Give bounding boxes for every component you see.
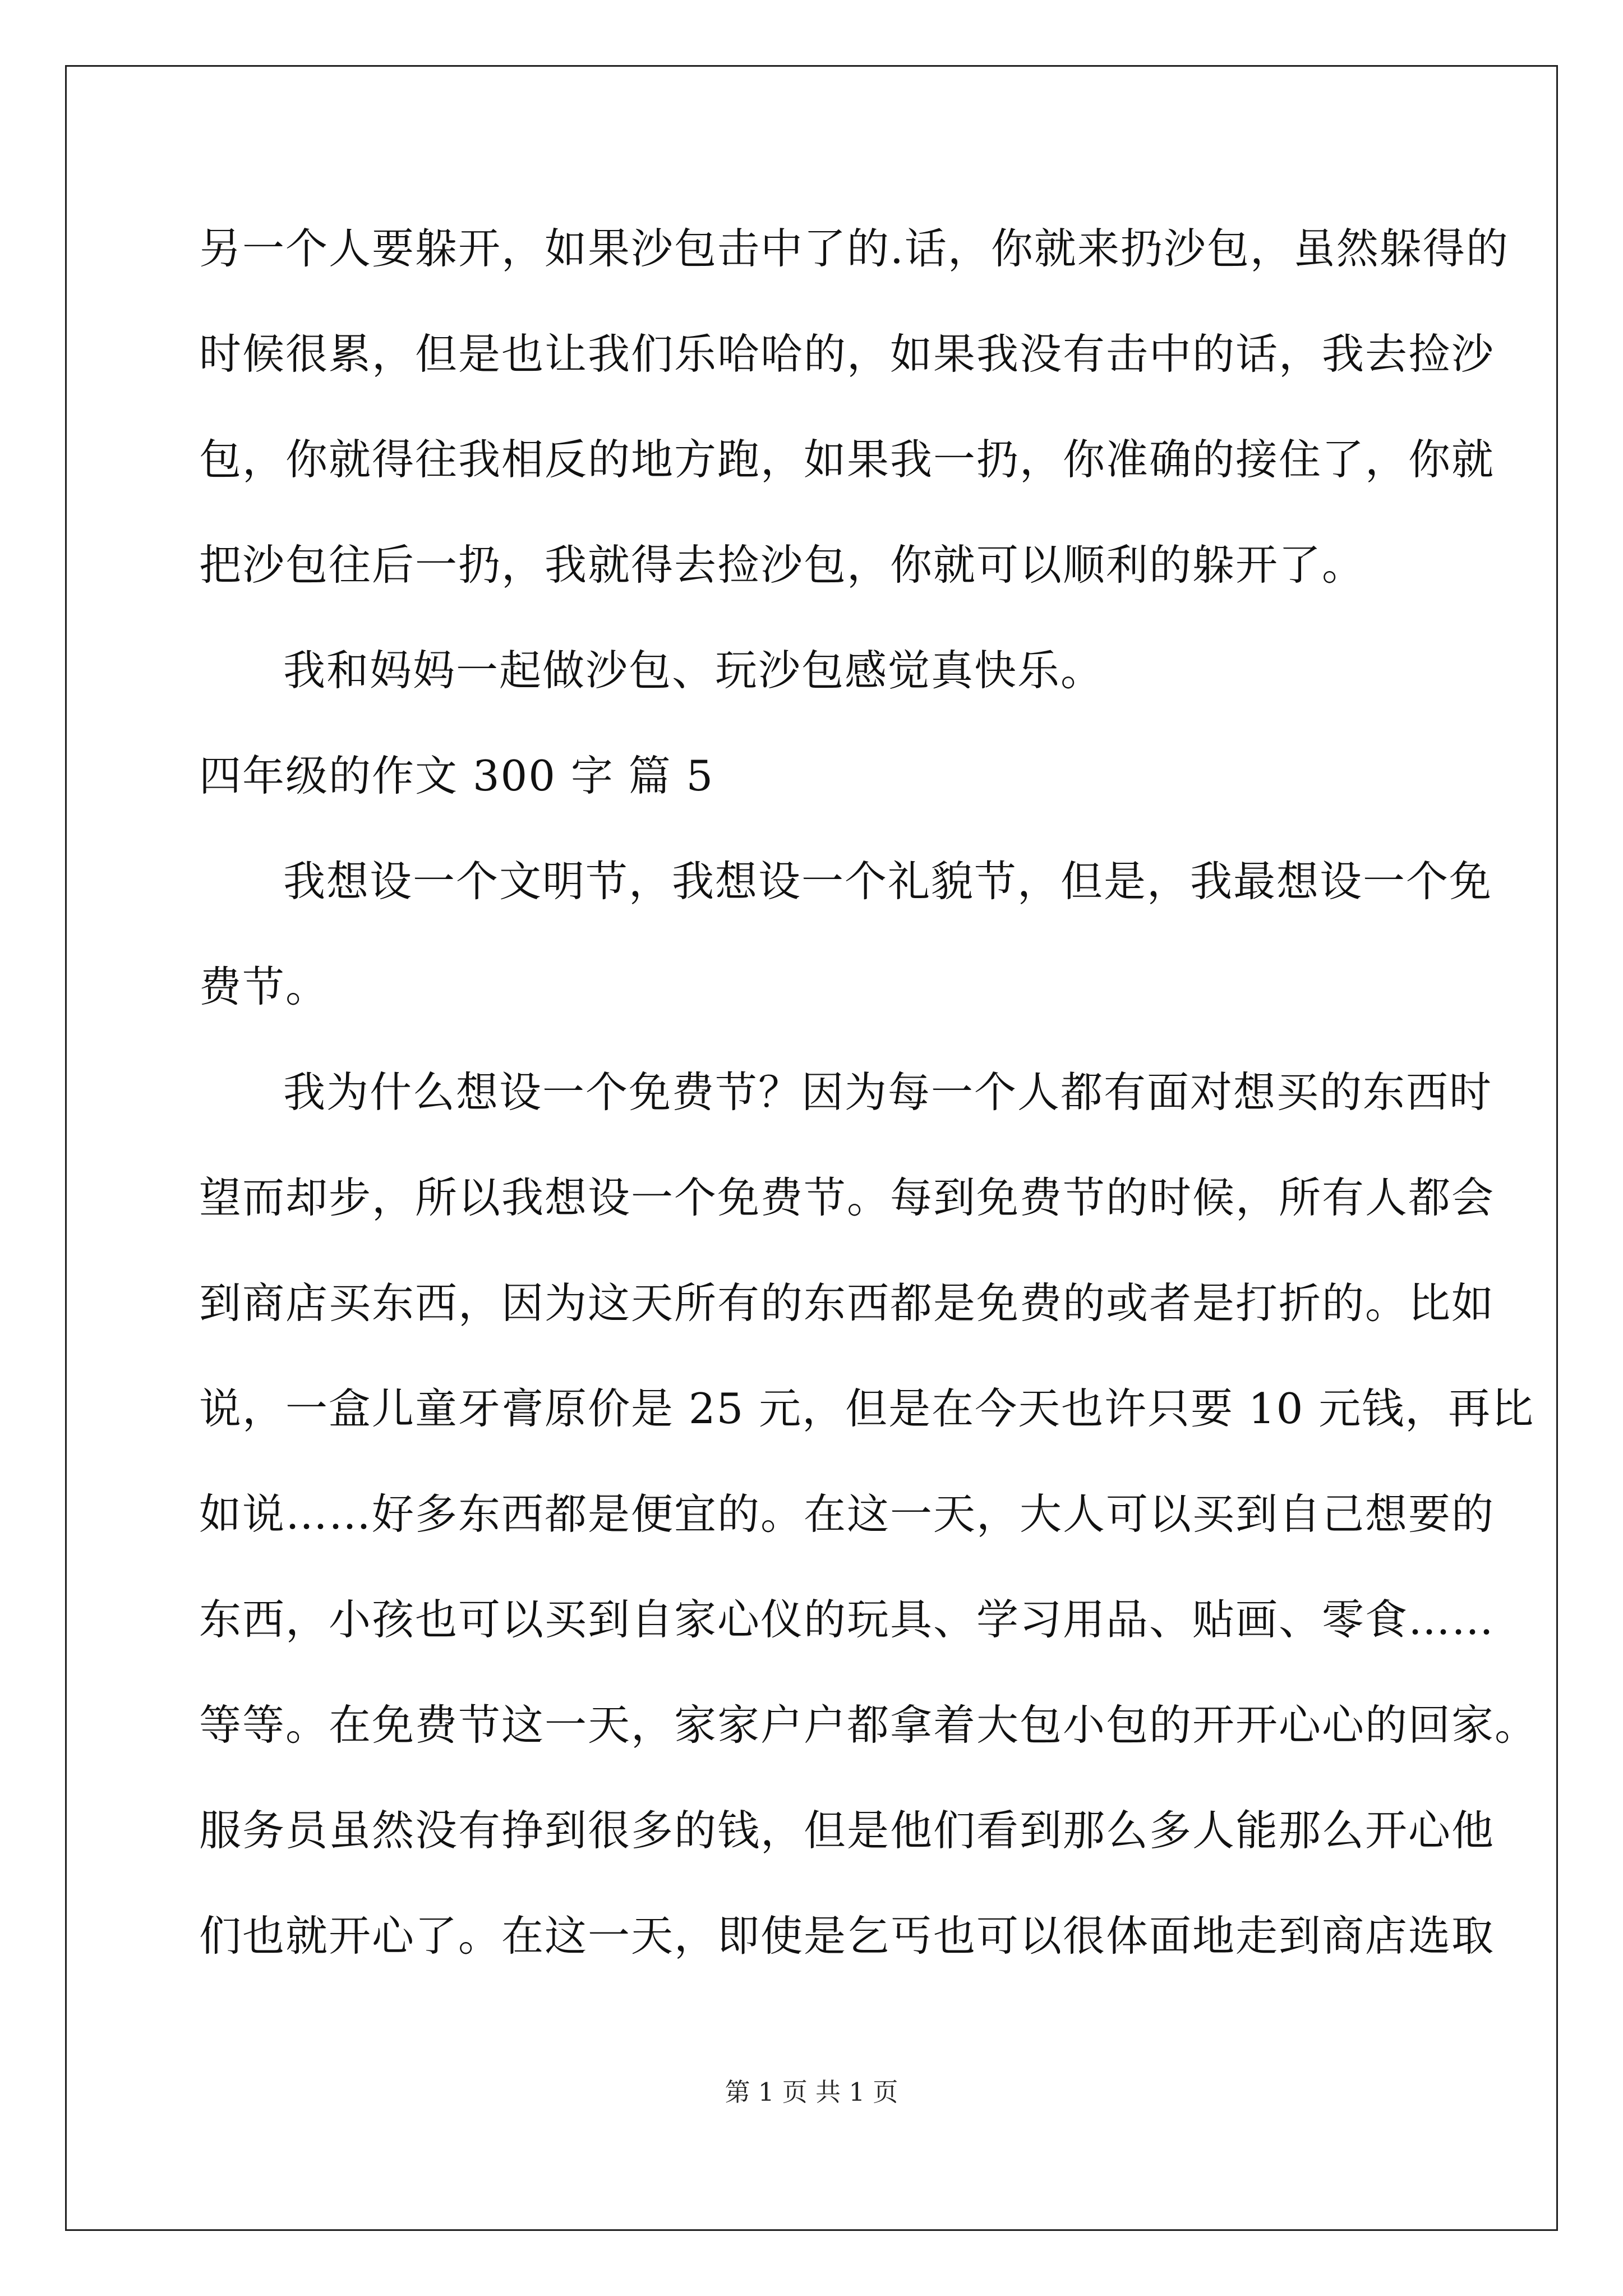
paragraph-line: 等等。在免费节这一天，家家户户都拿着大包小包的开开心心的回家。: [199, 1700, 1538, 1750]
paragraph-line: 费节。: [199, 962, 329, 1011]
paragraph-line: 我想设一个文明节，我想设一个礼貌节，但是，我最想设一个免: [283, 857, 1493, 906]
paragraph-line: 另一个人要躲开，如果沙包击中了的.话，你就来扔沙包，虽然躲得的: [199, 224, 1509, 273]
section-heading: 四年级的作文 300 字 篇 5: [199, 751, 714, 800]
paragraph-line: 说，一盒儿童牙膏原价是 25 元，但是在今天也许只要 10 元钱，再比: [199, 1384, 1535, 1433]
paragraph-line: 们也就开心了。在这一天，即使是乞丐也可以很体面地走到商店选取: [199, 1911, 1495, 1961]
paragraph-line: 望而却步，所以我想设一个免费节。每到免费节的时候，所有人都会: [199, 1173, 1495, 1222]
paragraph-line: 包，你就得往我相反的地方跑，如果我一扔，你准确的接住了，你就: [199, 435, 1495, 484]
paragraph-line: 东西，小孩也可以买到自家心仪的玩具、学习用品、贴画、零食……: [199, 1595, 1495, 1644]
page-footer: 第 1 页 共 1 页: [725, 2077, 898, 2107]
paragraph-line: 时候很累，但是也让我们乐哈哈的，如果我没有击中的话，我去捡沙: [199, 329, 1495, 379]
paragraph-line: 我为什么想设一个免费节？因为每一个人都有面对想买的东西时: [283, 1068, 1493, 1117]
page-border: [65, 65, 1558, 2231]
paragraph-line: 服务员虽然没有挣到很多的钱，但是他们看到那么多人能那么开心他: [199, 1806, 1495, 1855]
paragraph-line: 把沙包往后一扔，我就得去捡沙包，你就可以顺利的躲开了。: [199, 540, 1366, 590]
paragraph-line: 我和妈妈一起做沙包、玩沙包感觉真快乐。: [283, 646, 1104, 695]
paragraph-line: 如说……好多东西都是便宜的。在这一天，大人可以买到自己想要的: [199, 1489, 1495, 1539]
paragraph-line: 到商店买东西，因为这天所有的东西都是免费的或者是打折的。比如: [199, 1278, 1495, 1328]
